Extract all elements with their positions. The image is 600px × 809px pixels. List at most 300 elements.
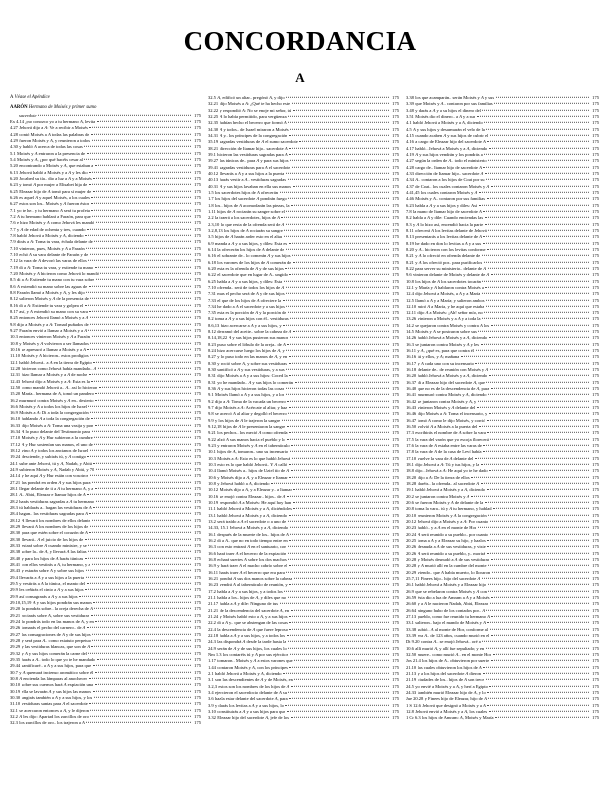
entry-page-number: 175 [592,632,599,638]
entry-text: dijo.. Jehová a A: He aquí yo te he dado [415,468,488,474]
leader-dots [489,709,589,712]
leader-dots [89,530,190,533]
leader-dots [288,519,389,522]
entry-page-number: 175 [592,487,599,493]
entry-text: contó Moisés a A todas las palabras de [19,131,90,137]
entry-page-number: 175 [592,424,599,430]
entry-reference: 3.10 [208,708,216,714]
entry-reference: 32.2 [10,713,18,719]
entry-page-number: 175 [194,467,201,473]
entry-list-3 [406,95,599,721]
entry-text: yo envié a Moisés y a A, y herí a Egipto [415,683,488,689]
entry-text: y tomó A por mujer a Elisabet hija de [19,182,88,188]
entry-reference: 10.8 [10,340,18,346]
entry-text: yo he mandado.. A y sus hijos lo comerán [217,379,294,385]
entry-reference: 10.16 [208,493,219,499]
entry-text: dijo Moisés a A: Toma el incensario, y [417,411,488,417]
leader-dots [478,399,589,402]
entry-text: puso sobre el lóbulo de la oreja.. de A [217,341,286,347]
entry-reference: 4.15 [406,132,414,138]
entry-page-number: 175 [194,239,201,245]
entry-text: lo que resta de la ofrenda será de A [220,221,285,227]
entry-page-number: 175 [194,707,201,713]
leader-dots [86,290,190,293]
entry-page-number: 175 [392,601,399,607]
leader-dots [287,424,389,427]
entry-page-number: 175 [194,435,201,441]
entry-reference: 8.6 [10,283,16,289]
entry-text: reunieron Moisés y A la congregación [417,512,487,518]
entry-page-number: 175 [194,334,201,340]
entry-page-number: 175 [392,329,399,335]
leader-dots [288,595,389,598]
leader-dots [489,684,588,687]
entry-reference: 20.29 [406,569,417,575]
leader-dots [288,646,388,649]
entry-text: la traerá a los sacerdotes, hijos de A [215,215,280,221]
entry-text: que se rebelaron contra Moisés y A con [415,588,487,594]
leader-dots [91,379,190,382]
entry-reference: 28.40 [10,555,21,561]
entry-page-number: 175 [194,663,201,669]
leader-dots [490,519,589,522]
entry-text: estos son los.. Moisés y A fueron éstos [19,201,90,207]
leader-dots [489,146,589,149]
leader-dots [486,298,589,301]
entry-page-number: 175 [194,378,201,384]
entry-reference: 2.1 [208,670,214,676]
entry-page-number: 175 [392,145,399,151]
entry-page-number: 175 [194,517,201,523]
entry-reference: 16.6 [10,403,18,409]
entry-reference: 4.5 [406,126,412,132]
entry-reference: 6.26 [10,195,18,200]
entry-text: e hizo Moisés y A como Jehová les mandó [17,220,95,226]
entry-text: Jehová dijo a Moisés y a A: Esta es la [21,378,90,384]
entry-page-number: 175 [592,582,599,588]
entry-reference: 4.46 [406,196,414,202]
leader-dots [88,328,190,331]
entry-text: A y sus hijos pusieron sus manos [228,335,289,341]
entry-text: Eleazar hijo del sacerdote A, jefe de los [217,715,290,721]
entry-page-number: 175 [592,594,599,600]
leader-dots [289,373,388,376]
leader-dots [95,682,191,685]
entry-reference: 17.3 [406,430,414,436]
entry-text: vinieron, pues, Moisés y A a Faraón [19,245,85,251]
entry-reference: 8.23 [208,341,216,347]
entry-text: los hijos de A rociarán su sangre [224,227,283,233]
entry-page-number: 175 [392,303,399,309]
entry-page-number: 175 [194,207,201,213]
entry-text: llamó a A y a María; y salieron ambos [415,297,485,303]
entry-reference: 18.1 [406,462,414,468]
entry-page-number: 175 [592,563,599,569]
entry-reference: 10.3 [10,334,18,340]
entry-reference: 7.2 [10,213,16,219]
page-masthead [0,0,600,57]
leader-dots [491,386,589,389]
leader-dots [293,329,389,332]
leader-dots [90,448,191,451]
entry-text: di a A: Extiende tu vara y golpea el [19,302,84,308]
note-text: Véase el Apéndice [14,95,50,100]
entry-reference: 4.33 [406,170,414,176]
leader-dots [89,511,190,514]
entry-page-number: 175 [194,391,201,397]
entry-page-number: 175 [392,462,399,468]
entry-reference: 28.12 [10,517,21,523]
entry-text: habla a A y a sus hijos, y diles: Esta [217,278,283,284]
entry-reference: 22.18 [208,632,219,638]
entry-reference: 4.17 [406,145,414,151]
entry-page-number: 175 [194,682,201,688]
entry-page-number: 175 [194,289,201,295]
entry-reference: 8.14,18,22 [208,335,228,341]
entry-text: y estarán sobre A y sobre sus hijos [21,568,85,574]
leader-dots [481,481,589,484]
entry-reference: 33.38 [406,626,417,632]
leader-dots [487,551,589,554]
entry-reference: 30.30 [10,694,21,700]
entry-page-number: 175 [392,512,399,518]
leader-dots [486,646,589,649]
entry-reference: 30.10 [10,682,21,688]
entry-reference: 6.18 [208,259,216,265]
entry-reference: 8.21 [406,253,414,259]
entry-page-number: 175 [592,303,599,309]
entry-text: esta es la ofrenda de A y de sus hijos [217,265,284,271]
entry-reference: 30.7 [10,669,18,675]
entry-text: dijo Jehová a A: Tú y tus hijos, y la [415,462,480,468]
leader-dots [286,291,388,294]
entry-text: y A quemará incienso aromático sobre él [19,669,94,675]
leader-dots [94,606,190,609]
entry-page-number: 175 [194,625,201,631]
entry-page-number: 175 [194,213,201,219]
entry-reference: 9.23 [208,443,216,449]
entry-page-number: 175 [392,639,399,645]
leader-dots [290,158,389,161]
entry-text: santificaré.. a A y a sus hijos, para que [21,663,92,669]
entry-text: sobre la.. de A, y llevará A las faltas [21,549,87,555]
entry-page-number: 175 [194,226,201,232]
leader-dots [85,556,191,559]
entry-page-number: 175 [392,500,399,505]
entry-page-number: 175 [392,651,399,657]
entry-text: así consagrarás a A y a sus hijos [19,593,78,599]
entry-text: A encienda las lámparas al anochecer [19,675,88,681]
entry-page-number: 175 [592,208,599,214]
leader-dots [89,170,190,173]
entry-reference: 16.18 [406,367,417,373]
leader-dots [94,239,190,242]
leader-dots [292,101,389,104]
leader-dots [477,405,589,408]
leader-dots [289,582,388,585]
entry-reference: 26.1 [406,582,414,588]
leader-dots [481,342,589,345]
entry-page-number: 175 [592,651,599,657]
leader-dots [96,467,191,470]
entry-text: presentarás a los levitas delante de A [415,234,482,240]
entry-text: y Moisés y A volvieron a ser llamados [19,340,89,346]
leader-dots [290,335,389,338]
entry-reference: 3.9 [208,702,214,708]
entry-text: se acercó A al altar y degolló el becerro [215,411,287,417]
entry-text: mas el pecho será de A y de sus hijos [217,291,285,297]
entry-page-number: 175 [592,569,599,575]
entry-text: A lo puso delante del Testimonio para [21,429,91,435]
leader-dots [486,127,588,130]
leader-dots [90,714,190,717]
entry-reference: 12.8 [406,708,414,714]
entry-text: A y.. los príncipes de la congregación [219,132,288,138]
entry-text: lo pondrás todo en las manos de A, y en [21,618,94,624]
entry-reference: 1.11 [208,208,216,214]
entry-text: contaron Moisés y A, con los príncipes [217,664,288,670]
leader-dots [290,532,388,535]
entry-page-number: 175 [194,498,201,504]
entry-page-number: 175 [194,251,201,257]
entry-reference: 3.48 [406,107,414,113]
entry-reference: 29.26 [10,625,21,631]
entry-text: viendo.. que A había muerto, lo lloraron [417,569,491,575]
entry-page-number: 175 [392,101,399,107]
entry-reference: 32.25 [208,113,219,119]
entry-page-number: 175 [592,367,599,373]
entry-text: y A de edad de ochenta y tres, cuando [17,226,86,232]
entry-page-number: 175 [592,531,599,537]
leader-dots [100,271,190,274]
entry-page-number: 175 [194,277,201,283]
entry-reference: 39.1 [208,151,216,157]
entry-text: cargo de.. Itamar hijo de sacerdote A [415,164,482,170]
entry-page-number: 175 [392,126,399,132]
leader-dots [475,361,588,364]
entry-page-number: 175 [392,696,399,702]
entry-reference: 8.31 [208,373,216,379]
entry-reference: 21.17 [208,601,219,607]
entry-page-number: 175 [194,448,201,454]
leader-dots [95,670,191,673]
leader-dots [87,227,190,230]
entry-page-number: 175 [592,291,599,297]
leader-dots [84,144,190,147]
entry-reference: 18.8 [406,468,414,474]
entry-text: los cuales contaron Moisés y A [420,189,478,195]
leader-dots [87,347,190,350]
entry-page-number: 175 [392,132,399,138]
entry-text: Eleazar hijo de A tomó para sí mujer de [19,188,92,194]
entry-reference: 17.2 [208,588,216,594]
entry-text: con ellos vestirás a A, tu hermano, y a [21,562,91,568]
leader-dots [90,410,190,413]
entry-reference: 1 S 12.6 [406,702,421,708]
entry-text: sagradas vestiduras de A el sumo sacerdote [219,139,298,145]
entry-page-number: 175 [194,492,201,498]
leader-dots [92,632,190,635]
leader-dots [89,125,190,128]
entry-reference: 4.16 [406,139,414,145]
entry-page-number: 175 [592,525,599,531]
entry-text: habla a A y dile: Cuando enciendas las [413,215,484,221]
leader-dots [288,310,389,313]
entry-page-number: 175 [392,594,399,600]
entry-page-number: 175 [194,220,201,226]
entry-text: Faraón llamó a Moisés y A, y les dijo [17,289,85,295]
entry-page-number: 175 [392,715,399,721]
concordance-entry [406,715,599,721]
entry-reference: 10.8 [406,278,414,284]
entry-page-number: 175 [592,379,599,385]
entry-reference: 8.30 [208,360,216,366]
entry-page-number: 175 [194,410,201,416]
leader-dots [482,108,588,111]
entry-page-number: 175 [592,278,599,284]
entry-page-number: 175 [392,316,399,322]
entry-reference: 17.5 [406,436,414,442]
entry-text: y he aquí A y Hur están con vosotros [21,473,89,479]
entry-reference: 12.28 [10,365,21,371]
entry-reference: 40.12 [208,170,219,176]
entry-page-number: 175 [392,322,399,328]
entry-text: habló Jehová a Moisés y a Eleazar hijo [415,582,487,588]
entry-page-number: 175 [592,341,599,347]
columns-container [0,95,600,727]
entry-reference: 24.1 [10,460,18,466]
leader-dots [490,627,589,630]
leader-dots [471,494,589,497]
entry-page-number: 175 [194,644,201,650]
entry-page-number: 175 [194,264,201,270]
entry-page-number: 175 [592,575,599,581]
entry-text: di a A: Extiende tu mano con tu vara sobre [17,277,95,283]
leader-dots [79,594,190,597]
entry-reference: 34.31 [208,132,219,138]
leader-dots [287,399,388,402]
entry-reference: 9.8 [10,321,16,327]
entry-reference: 4.41,45 [406,189,420,195]
entry-text: se juntaron contra Moisés y A y les [415,341,480,347]
leader-dots [491,272,589,275]
entry-reference: 3.38 [406,95,414,100]
leader-dots [93,600,190,603]
leader-dots [289,133,389,136]
leader-dots [286,285,389,288]
column-3 [406,95,599,721]
entry-page-number: 175 [392,227,399,233]
leader-dots [89,309,190,312]
entry-reference: 2.3,10 [208,221,220,227]
entry-text: he dado en don lo levitas a A y a sus [415,240,482,246]
entry-text: los contaréis tú y A por sus ejércitos [222,651,289,657]
entry-text: y para los hijos de A harás túnicas [21,555,84,561]
entry-text: toma a A y a Eleazar su hijo, y hazlos [417,537,486,543]
entry-text: ésta dio a luz de Amram a A y a Moisés [417,594,490,600]
entry-page-number: 175 [392,379,399,385]
entry-text: hablando A a toda la congregación de [21,416,90,422]
entry-text: habló Jehová.. a A en la tierra de Egipto [19,359,92,365]
entry-text: A y sus hijos hicieron todas las cosas [217,386,285,392]
entry-text: Moisés y A se postraron sobre sus [415,329,477,335]
leader-dots [487,690,588,693]
entry-reference: 7.6 [10,220,16,226]
leader-dots [482,639,588,642]
entry-reference: 10.12 [208,487,219,493]
entry-text: esta es la porción de A y la porción de [217,310,287,316]
entry-page-number: 175 [194,473,201,479]
entry-reference: 12.10 [406,303,417,309]
entry-text: se quejaron contra Moisés y contra A los [415,322,490,328]
entry-page-number: 175 [194,612,201,618]
entry-text: son las descendientes de A y de Moisés, en [215,677,293,683]
leader-dots [291,468,389,471]
entry-text: la vara de A estaba entre las varas de [415,443,482,449]
entry-page-number: 175 [392,588,399,594]
entry-text: se enojó contra Eleazar.. hijos.. de A [219,493,286,499]
leader-dots [294,677,388,680]
entry-page-number: 175 [194,182,201,188]
entry-text: ejercieron el sacerdocio delante de A su [215,689,287,695]
entry-reference: 20.26 [406,550,417,556]
entry-page-number: 175 [392,158,399,164]
leader-dots [87,454,190,457]
leader-dots [483,241,589,244]
entry-page-number: 175 [592,177,599,183]
leader-dots [99,385,191,388]
leader-dots [484,152,588,155]
leader-dots [489,411,589,414]
entry-page-number: 175 [392,272,399,278]
entry-reference: 1.7 [208,196,214,202]
entry-page-number: 175 [392,411,399,417]
entry-reference: 17.6 [406,443,414,449]
entry-text: se fueron Moisés y A de delante de la [415,500,484,505]
entry-reference: 32.35 [208,120,219,126]
entry-reference: 4.1 [406,120,412,126]
entry-text: volvió A a Moisés a la puerta del [417,424,478,430]
entry-page-number: 175 [392,354,399,360]
leader-dots [92,518,191,521]
leader-dots [291,203,388,206]
entry-text: miró A a María, y he aquí que estaba [417,303,485,309]
leader-dots [488,513,588,516]
entry-reference: 10.1 [208,449,216,455]
leader-dots [88,549,190,552]
leader-dots [295,380,389,383]
entry-text: Moisés y A, ¿por qué hacéis cesar al [17,157,83,163]
entry-page-number: 175 [392,265,399,271]
leader-dots [289,146,388,149]
leader-dots [488,563,589,566]
leader-dots [287,494,389,497]
entry-text: hijos de A, tomaron.. uno su incensario [217,449,289,455]
leader-dots [92,334,191,337]
entry-text: Moisés y A a todos los hijos de Israel [19,403,87,409]
entry-text: y darás los levitas a A y a sus hijos, lo [215,702,284,708]
leader-dots [487,247,588,250]
entry-page-number: 175 [194,618,201,624]
entry-text: después de la muerte de los.. hijos de A [217,531,289,537]
leader-dots [291,715,389,718]
leader-dots [290,525,389,528]
leader-dots [286,367,388,370]
leader-dots [90,296,190,299]
entry-page-number: 175 [592,196,599,202]
leader-dots [95,391,190,394]
entry-text: el sacerdote que en lugar de A.. ungido [217,272,288,278]
